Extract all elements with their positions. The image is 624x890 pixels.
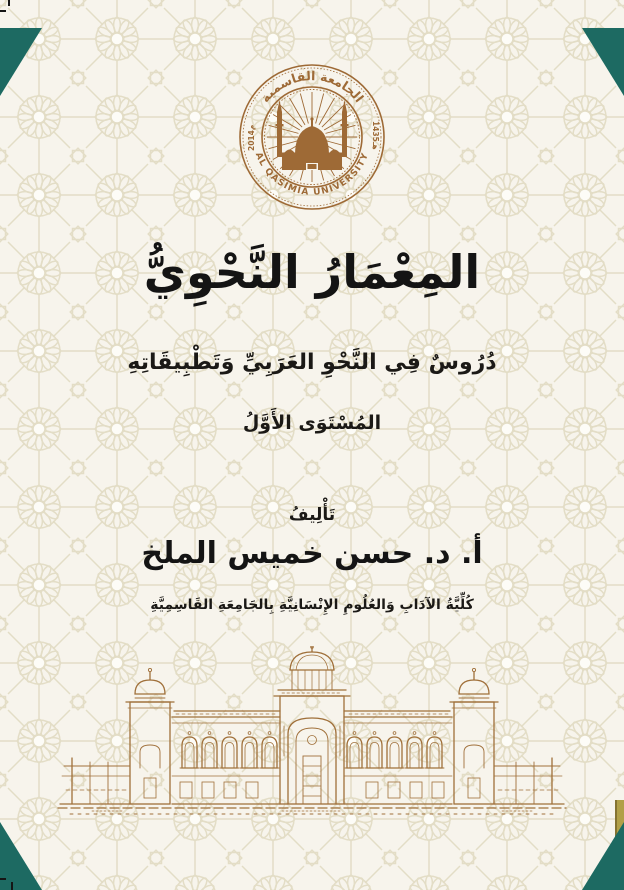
- logo-year-hijri: 1435هـ: [371, 121, 380, 150]
- university-building-illustration: [52, 646, 572, 824]
- book-title: المِعْمَارُ النَّحْوِيُّ: [143, 245, 481, 299]
- crop-mark-icon: [11, 882, 13, 890]
- book-subtitle: دُرُوسٌ فِي النَّحْوِ العَرَبِيِّ وَتَطْبِيقَاتِهِ: [127, 350, 497, 375]
- crop-mark-icon: [0, 10, 6, 12]
- crop-mark-icon: [0, 878, 6, 880]
- logo-arabic-name: الجامعة القاسمية: [257, 68, 367, 106]
- university-building-icon: [52, 646, 572, 824]
- author-affiliation: كُلِّيَّةُ الآدَابِ وَالعُلُومِ الإِنْسَانِيَّةِ بِالجَامِعَةِ القَاسِمِيَّةِ: [150, 597, 474, 613]
- university-seal: [237, 62, 387, 212]
- crop-mark-icon: [8, 0, 10, 6]
- book-level: المُسْتَوَى الأَوَّلُ: [242, 412, 382, 434]
- logo-english-name: AL QASIMIA UNIVERSITY: [252, 151, 372, 198]
- author-name: أ. د. حسن خميس الملخ: [141, 536, 483, 571]
- university-seal-icon: [237, 62, 387, 212]
- logo-year-gregorian: 2014م: [247, 124, 256, 151]
- byline-label: تَأْلِيفُ: [288, 505, 336, 525]
